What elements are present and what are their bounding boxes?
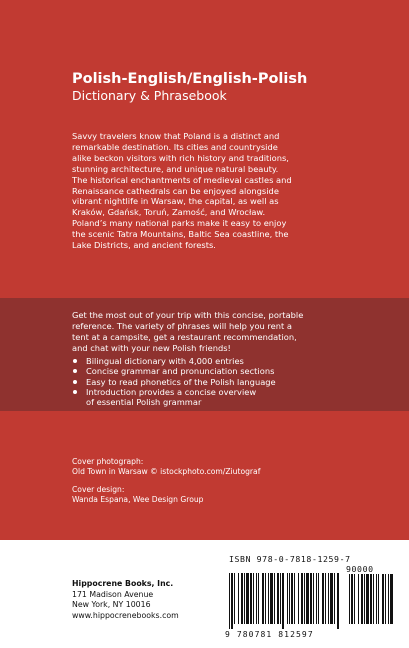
addon-barcode-icon (349, 574, 393, 629)
price-code: 90000 (346, 564, 374, 574)
feature-list-continuation: of essential Polish grammar (86, 397, 202, 408)
barcode-bar (364, 574, 365, 624)
barcode-bar (301, 573, 303, 624)
barcode-bar (270, 573, 273, 624)
bullet-icon (73, 359, 77, 363)
feature-band (0, 298, 409, 411)
barcode-bar (291, 573, 293, 624)
barcode-bar (282, 573, 284, 629)
barcode-bar (287, 573, 288, 624)
feature-list-item: Bilingual dictionary with 4,000 entries (72, 356, 394, 366)
intro-line: The historical enchantments of medieval castles and (72, 174, 292, 185)
feature-list-item: Concise grammar and pronunciation sections (72, 366, 394, 376)
barcode-bar (318, 573, 319, 624)
publisher-address-line: 171 Madison Avenue (72, 589, 154, 599)
barcode-bar (330, 573, 333, 624)
barcode-bar (349, 574, 350, 624)
intro-line: stunning architecture, and unique natural beauty. (72, 163, 279, 174)
barcode-bar (334, 573, 335, 624)
barcode-bar (262, 573, 264, 624)
barcode-bar (316, 573, 317, 624)
photo-credit-value: Old Town in Warsaw © istockphoto.com/Ziutograf (72, 467, 261, 476)
barcode-bar (351, 574, 353, 624)
photo-credit-label: Cover photograph: (72, 457, 144, 466)
design-credit (72, 485, 394, 505)
barcode-bar (390, 574, 393, 624)
barcode-bar (258, 573, 259, 624)
barcode-bar (366, 574, 369, 624)
bullet-icon (73, 369, 77, 373)
barcode-bar (306, 573, 309, 624)
barcode-bar (328, 573, 329, 624)
barcode-bar (231, 573, 233, 629)
feature-list (72, 356, 394, 407)
publisher-info (72, 579, 179, 621)
barcode-bar (244, 573, 245, 624)
barcode-bar (241, 573, 243, 624)
barcode-bar (354, 574, 355, 624)
intro-line: Poland’s many national parks make it easy to enjoy (72, 218, 287, 229)
intro-line: Lake Districts, and ancient forests. (72, 240, 216, 251)
book-subtitle: Dictionary & Phrasebook (72, 88, 227, 103)
barcode-bar (250, 573, 252, 624)
barcode-bar (304, 573, 305, 624)
barcode-bar (370, 574, 372, 624)
barcode-bar (234, 573, 235, 624)
barcode-bar (229, 573, 230, 629)
barcode-bar (268, 573, 269, 624)
intro-line: remarkable destination. Its cities and countryside (72, 141, 278, 152)
barcode-bar (289, 573, 290, 624)
intro-line: Kraków, Gdańsk, Toruń, Zamość, and Wrocław. (72, 207, 266, 218)
barcode-bar (337, 573, 339, 629)
book-title: Polish-English/English-Polish (72, 71, 308, 87)
barcode-icon (229, 573, 341, 629)
barcode-bar (376, 574, 377, 624)
barcode-bar (358, 574, 359, 624)
cover-credits (72, 457, 394, 513)
barcode-bar (382, 574, 384, 624)
barcode-bar (256, 573, 257, 624)
bullet-icon (73, 390, 77, 394)
barcode-bar (313, 573, 314, 624)
isbn-barcode (225, 554, 397, 640)
intro-line: the scenic Tatra Mountains, Baltic Sea coastline, the (72, 229, 289, 240)
barcode-bar (253, 573, 254, 624)
feature-line: and chat with your new Polish friends! (72, 342, 231, 353)
barcode-bar (246, 573, 249, 624)
photo-credit (72, 457, 394, 477)
barcode-bar (298, 573, 299, 624)
publisher-name: Hippocrene Books, Inc. (72, 579, 174, 588)
design-credit-value: Wanda Espana, Wee Design Group (72, 495, 204, 504)
barcode-bar (280, 573, 281, 624)
bullet-icon (73, 380, 77, 384)
barcode-bar (322, 573, 324, 624)
feature-line: tent at a campsite, get a restaurant recommendation, (72, 331, 297, 342)
publisher-strip (0, 540, 409, 648)
intro-line: vibrant nightlife in Warsaw, the capital, as well as (72, 196, 279, 207)
barcode-bar (238, 573, 239, 624)
barcode-bar (265, 573, 266, 624)
barcode-bar (373, 574, 374, 624)
title-block (72, 70, 392, 104)
feature-line: reference. The variety of phrases will help you rent a (72, 320, 292, 331)
feature-list-item: Introduction provides a concise overview (72, 387, 394, 397)
barcode-bar (361, 574, 363, 624)
barcode-bar (325, 573, 326, 624)
design-credit-label: Cover design: (72, 485, 125, 494)
feature-paragraph (72, 310, 394, 354)
intro-paragraph (72, 131, 394, 251)
publisher-address-line: New York, NY 10016 (72, 600, 151, 610)
barcode-digits: 9 780781 812597 (225, 630, 314, 639)
isbn-text: ISBN 978-0-7818-1259-7 (229, 554, 351, 564)
feature-line: Get the most out of your trip with this concise, portable (72, 310, 304, 320)
barcode-bar (388, 574, 389, 624)
feature-list-item: Easy to read phonetics of the Polish language (72, 377, 394, 387)
barcode-bar (385, 574, 386, 624)
intro-line: Savvy travelers know that Poland is a distinct and (72, 131, 280, 141)
intro-line: Renaissance cathedrals can be enjoyed alongside (72, 185, 279, 196)
barcode-bar (294, 573, 295, 624)
intro-line: alike beckon visitors with rich history and traditions, (72, 152, 289, 163)
publisher-website: www.hippocrenebooks.com (72, 610, 179, 620)
barcode-bar (277, 573, 279, 624)
barcode-bar (378, 574, 379, 624)
barcode-bar (274, 573, 275, 624)
barcode-bar (310, 573, 312, 624)
